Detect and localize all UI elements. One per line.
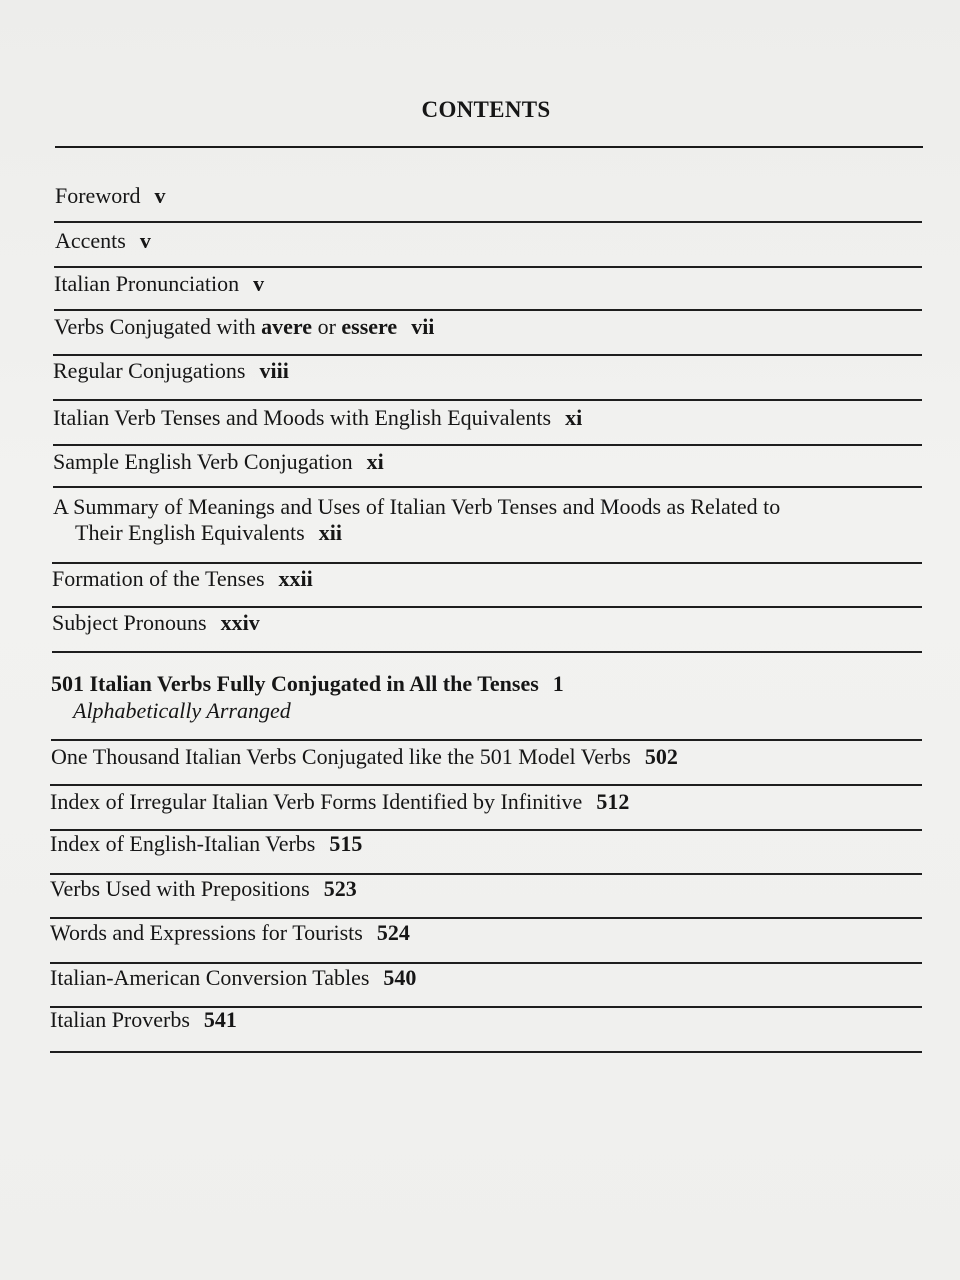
entry-rule xyxy=(53,486,922,488)
toc-entry-verbs-conjugated xyxy=(54,314,434,340)
entry-page: v xyxy=(253,271,265,296)
entry-page: viii xyxy=(259,358,289,383)
entry-text: Formation of the Tenses xyxy=(52,566,265,591)
entry-bold-essere: essere xyxy=(341,314,398,339)
entry-rule xyxy=(50,784,922,786)
entry-page: xi xyxy=(565,405,583,430)
entry-rule xyxy=(53,444,922,446)
toc-entry-index-english-italian xyxy=(50,831,362,857)
entry-rule xyxy=(54,266,922,268)
entry-rule xyxy=(52,651,922,653)
entry-page: 524 xyxy=(376,920,410,945)
toc-entry-prepositions xyxy=(50,876,357,902)
contents-title: CONTENTS xyxy=(421,97,551,122)
toc-entry-summary xyxy=(53,494,780,546)
entry-page: 515 xyxy=(329,831,363,856)
toc-entry-proverbs xyxy=(50,1007,237,1033)
toc-entry-501-verbs xyxy=(51,671,564,725)
entry-text: One Thousand Italian Verbs Conjugated like the 501 Model Verbs xyxy=(51,744,631,769)
entry-text: Italian Proverbs xyxy=(50,1007,190,1032)
toc-entry-accents xyxy=(55,228,151,254)
entry-rule xyxy=(50,962,922,964)
entry-text: Italian Verb Tenses and Moods with English Equivalents xyxy=(53,405,552,430)
entry-rule xyxy=(54,221,922,223)
entry-text: Index of English-Italian Verbs xyxy=(50,831,316,856)
entry-text: Index of Irregular Italian Verb Forms Identified by Infinitive xyxy=(50,789,583,814)
entry-text: Accents xyxy=(55,228,126,253)
toc-entry-conversion-tables xyxy=(50,965,416,991)
entry-text: A Summary of Meanings and Uses of Italian Verb Tenses and Moods as Related to xyxy=(53,494,781,519)
entry-page: 541 xyxy=(203,1007,237,1032)
entry-rule xyxy=(53,399,922,401)
entry-text: Italian-American Conversion Tables xyxy=(50,965,370,990)
entry-text-continued xyxy=(53,520,780,546)
entry-page: xii xyxy=(318,520,342,545)
entry-rule xyxy=(52,606,922,608)
entry-text: Sample English Verb Conjugation xyxy=(53,449,353,474)
entry-text: Subject Pronouns xyxy=(52,610,207,635)
toc-entry-regular-conjugations xyxy=(53,358,289,384)
entry-text: Words and Expressions for Tourists xyxy=(50,920,363,945)
toc-entry-tourists xyxy=(50,920,410,946)
toc-entry-one-thousand-verbs xyxy=(51,744,678,770)
entry-text: 501 Italian Verbs Fully Conjugated in All the Tenses xyxy=(51,671,539,696)
entry-rule xyxy=(51,739,922,741)
title-rule xyxy=(55,146,923,148)
entry-bold-avere: avere xyxy=(261,314,313,339)
entry-text: Verbs Used with Prepositions xyxy=(50,876,310,901)
entry-rule xyxy=(54,309,922,311)
toc-entry-formation-tenses xyxy=(52,566,313,592)
toc-entry-italian-pronunciation xyxy=(54,271,264,297)
entry-page: 523 xyxy=(323,876,357,901)
entry-page: v xyxy=(139,228,151,253)
entry-page: 540 xyxy=(383,965,417,990)
entry-rule xyxy=(50,873,922,875)
entry-subtitle: Alphabetically Arranged xyxy=(73,698,291,723)
entry-page: vii xyxy=(411,314,435,339)
entry-rule xyxy=(52,562,922,564)
toc-entry-index-irregular xyxy=(50,789,629,815)
entry-page: 1 xyxy=(552,671,564,696)
entry-page: xi xyxy=(366,449,384,474)
toc-entry-tenses-moods xyxy=(53,405,582,431)
entry-rule xyxy=(50,917,922,919)
bottom-rule xyxy=(50,1051,922,1053)
entry-page: 502 xyxy=(644,744,678,769)
entry-page: xxii xyxy=(278,566,313,591)
entry-text: Verbs Conjugated with xyxy=(54,314,262,339)
entry-page: xxiv xyxy=(220,610,260,635)
entry-text: Foreword xyxy=(55,183,141,208)
entry-text-or: or xyxy=(312,314,342,339)
entry-text: Regular Conjugations xyxy=(53,358,246,383)
entry-text-line2: Their English Equivalents xyxy=(75,520,305,545)
entry-page: 512 xyxy=(596,789,630,814)
toc-entry-subject-pronouns xyxy=(52,610,260,636)
entry-text: Italian Pronunciation xyxy=(54,271,240,296)
entry-page: v xyxy=(154,183,166,208)
toc-entry-sample-conjugation xyxy=(53,449,384,475)
entry-rule xyxy=(53,354,922,356)
toc-entry-foreword xyxy=(55,183,166,209)
